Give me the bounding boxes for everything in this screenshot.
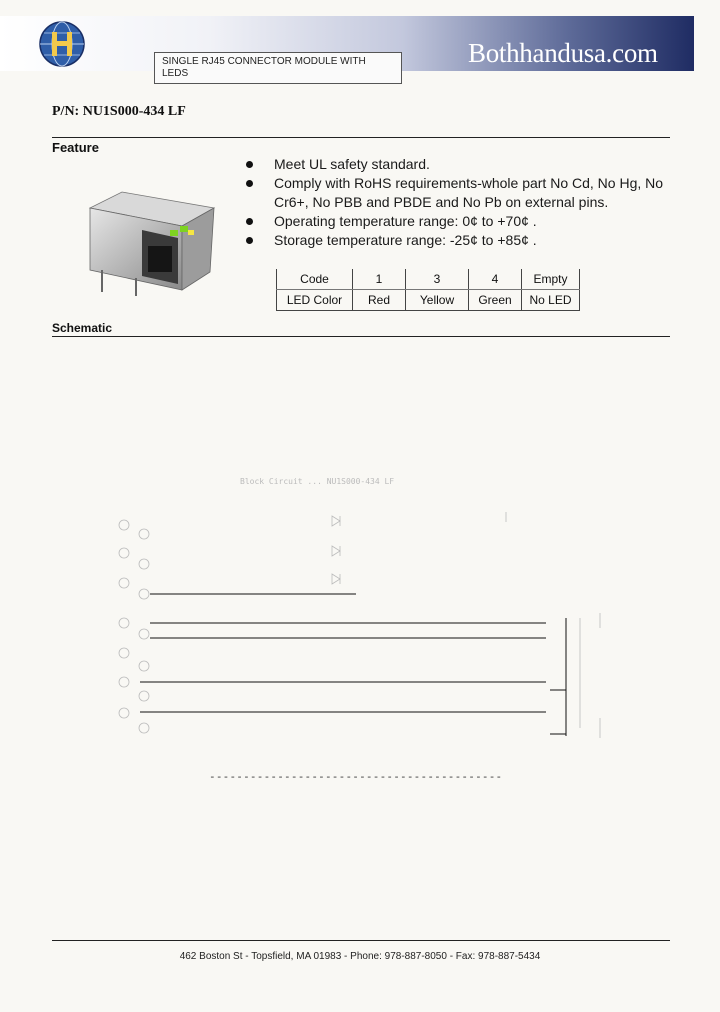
table-cell: 4: [469, 269, 522, 290]
feature-heading: Feature: [52, 140, 99, 155]
divider-top: [52, 137, 670, 138]
footer-address: 462 Boston St - Topsfield, MA 01983 - Phone: 978-887-8050 - Fax: 978-887-5434: [179, 951, 541, 962]
product-title-line1: SINGLE RJ45 CONNECTOR MODULE WITH: [162, 56, 366, 67]
product-title-box: [154, 52, 402, 84]
divider-footer: [52, 940, 670, 941]
schematic-dash-line: -------------------------------------------: [209, 770, 503, 783]
table-cell: Green: [469, 290, 522, 311]
table-cell: Red: [353, 290, 406, 311]
schematic-heading: Schematic: [52, 321, 113, 335]
globe-logo-icon: [38, 20, 86, 68]
table-cell: Empty: [522, 269, 580, 290]
part-number: P/N: NU1S000-434 LF: [52, 104, 186, 119]
schematic-diagram: [80, 468, 620, 788]
product-title-line2: LEDS: [162, 68, 189, 79]
table-row: [277, 269, 580, 290]
table-cell: LED Color: [277, 290, 353, 311]
table-cell: Yellow: [406, 290, 469, 311]
table-cell: 1: [353, 269, 406, 290]
feature-bullet: Meet UL safety standard.: [246, 155, 684, 174]
feature-bullet: Operating temperature range: 0¢ to +70¢ .: [246, 212, 684, 231]
feature-bullet: Comply with RoHS requirements-whole part No Cd, No Hg, No Cr6+, No PBB and PBDE and No Pb on external pins.: [246, 174, 684, 212]
schematic-faint-title: Block Circuit ... NU1S000-434 LF: [240, 477, 395, 486]
led-color-table: [276, 269, 580, 311]
rj45-connector-photo: [82, 186, 217, 298]
table-cell: Code: [277, 269, 353, 290]
table-cell: 3: [406, 269, 469, 290]
table-cell: No LED: [522, 290, 580, 311]
site-name[interactable]: Bothhandusa.com: [468, 38, 658, 68]
divider-schematic: [52, 336, 670, 337]
feature-bullet: Storage temperature range: -25¢ to +85¢ .: [246, 231, 684, 250]
feature-list: [246, 155, 684, 250]
table-row: [277, 290, 580, 311]
